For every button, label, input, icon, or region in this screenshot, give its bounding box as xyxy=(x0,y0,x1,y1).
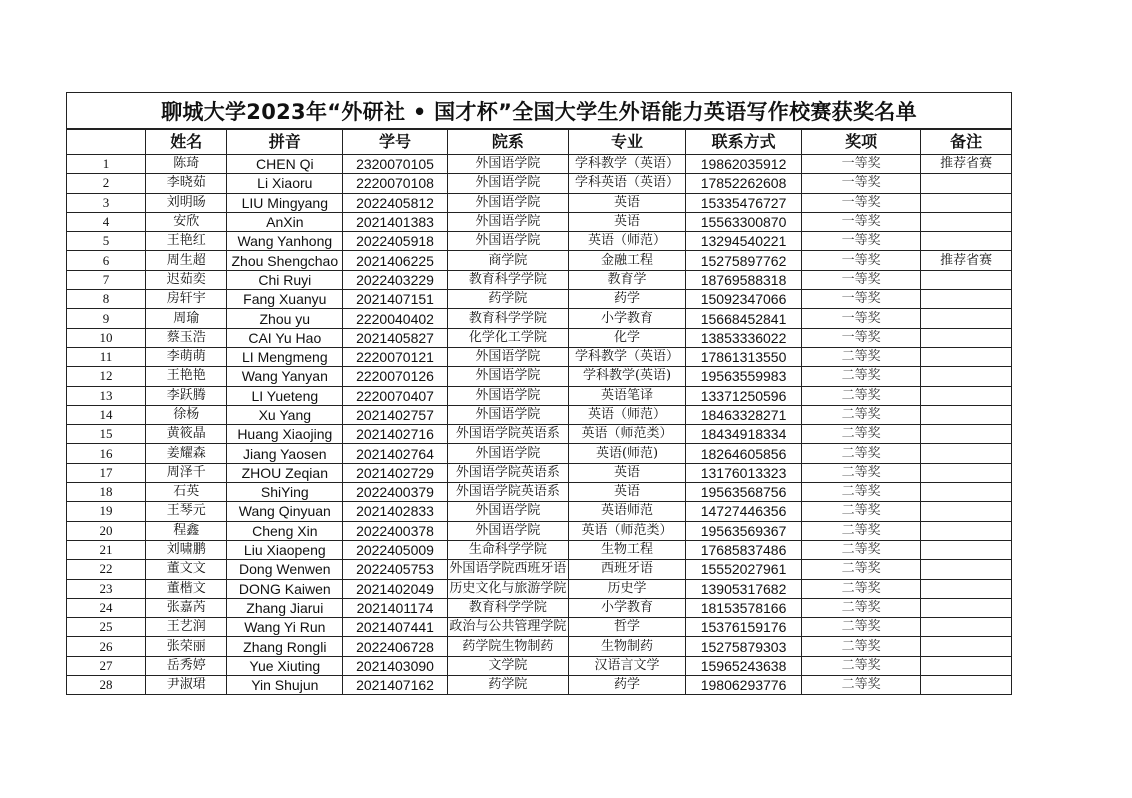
table-row xyxy=(67,540,1012,559)
cell-department: 外国语学院 xyxy=(447,193,568,212)
cell-index: 1 xyxy=(67,155,146,174)
cell-student-id: 2220040402 xyxy=(343,309,447,328)
table-row xyxy=(67,290,1012,309)
table-row xyxy=(67,212,1012,231)
header-major: 专业 xyxy=(569,130,686,155)
table-row xyxy=(67,405,1012,424)
cell-major: 英语笔译 xyxy=(569,386,686,405)
cell-major: 生物制药 xyxy=(569,637,686,656)
cell-student-id: 2320070105 xyxy=(343,155,447,174)
table-row xyxy=(67,502,1012,521)
cell-department: 外国语学院 xyxy=(447,212,568,231)
cell-remarks xyxy=(921,598,1012,617)
cell-remarks xyxy=(921,560,1012,579)
cell-index: 7 xyxy=(67,270,146,289)
cell-pinyin: Fang Xuanyu xyxy=(227,290,343,309)
header-award: 奖项 xyxy=(802,130,921,155)
cell-award: 二等奖 xyxy=(802,444,921,463)
cell-award: 一等奖 xyxy=(802,251,921,270)
cell-major: 英语 xyxy=(569,483,686,502)
cell-student-id: 2021401383 xyxy=(343,212,447,231)
cell-department: 教育科学学院 xyxy=(447,309,568,328)
table-row xyxy=(67,598,1012,617)
cell-remarks xyxy=(921,193,1012,212)
cell-department: 教育科学学院 xyxy=(447,270,568,289)
cell-student-id: 2021402764 xyxy=(343,444,447,463)
cell-contact: 17852262608 xyxy=(686,174,802,193)
cell-name: 黄筱晶 xyxy=(146,425,227,444)
cell-index: 3 xyxy=(67,193,146,212)
cell-major: 英语 xyxy=(569,193,686,212)
cell-department: 外国语学院英语系 xyxy=(447,463,568,482)
cell-major: 汉语言文学 xyxy=(569,656,686,675)
cell-student-id: 2022405009 xyxy=(343,540,447,559)
cell-remarks xyxy=(921,618,1012,637)
table-row xyxy=(67,521,1012,540)
cell-award: 一等奖 xyxy=(802,212,921,231)
cell-index: 5 xyxy=(67,232,146,251)
cell-index: 25 xyxy=(67,618,146,637)
cell-contact: 18463328271 xyxy=(686,405,802,424)
cell-department: 外国语学院 xyxy=(447,502,568,521)
cell-index: 18 xyxy=(67,483,146,502)
header-pinyin: 拼音 xyxy=(227,130,343,155)
cell-contact: 13294540221 xyxy=(686,232,802,251)
cell-name: 安欣 xyxy=(146,212,227,231)
cell-award: 一等奖 xyxy=(802,328,921,347)
cell-index: 26 xyxy=(67,637,146,656)
cell-contact: 19862035912 xyxy=(686,155,802,174)
cell-remarks: 推荐省赛 xyxy=(921,251,1012,270)
cell-pinyin: ShiYing xyxy=(227,483,343,502)
table-row xyxy=(67,193,1012,212)
cell-student-id: 2022403229 xyxy=(343,270,447,289)
cell-department: 外国语学院西班牙语 xyxy=(447,560,568,579)
cell-remarks xyxy=(921,347,1012,366)
cell-award: 二等奖 xyxy=(802,637,921,656)
cell-remarks xyxy=(921,483,1012,502)
cell-student-id: 2021407441 xyxy=(343,618,447,637)
cell-name: 王琴元 xyxy=(146,502,227,521)
cell-contact: 15563300870 xyxy=(686,212,802,231)
cell-contact: 17861313550 xyxy=(686,347,802,366)
cell-award: 二等奖 xyxy=(802,405,921,424)
cell-pinyin: Liu Xiaopeng xyxy=(227,540,343,559)
cell-index: 9 xyxy=(67,309,146,328)
cell-remarks xyxy=(921,386,1012,405)
table-row xyxy=(67,251,1012,270)
cell-department: 外国语学院 xyxy=(447,386,568,405)
cell-index: 23 xyxy=(67,579,146,598)
cell-pinyin: ZHOU Zeqian xyxy=(227,463,343,482)
cell-pinyin: Dong Wenwen xyxy=(227,560,343,579)
cell-index: 20 xyxy=(67,521,146,540)
cell-award: 二等奖 xyxy=(802,656,921,675)
cell-contact: 15668452841 xyxy=(686,309,802,328)
cell-remarks xyxy=(921,405,1012,424)
award-list-sheet xyxy=(66,92,1012,695)
cell-name: 王艳红 xyxy=(146,232,227,251)
cell-student-id: 2021402757 xyxy=(343,405,447,424)
cell-major: 学科英语（英语） xyxy=(569,174,686,193)
cell-contact: 15335476727 xyxy=(686,193,802,212)
cell-pinyin: Zhou Shengchao xyxy=(227,251,343,270)
cell-major: 教育学 xyxy=(569,270,686,289)
cell-name: 王艺润 xyxy=(146,618,227,637)
cell-name: 迟茹奕 xyxy=(146,270,227,289)
cell-remarks xyxy=(921,309,1012,328)
table-row xyxy=(67,155,1012,174)
cell-contact: 13905317682 xyxy=(686,579,802,598)
cell-award: 二等奖 xyxy=(802,386,921,405)
cell-index: 6 xyxy=(67,251,146,270)
cell-name: 董楷文 xyxy=(146,579,227,598)
cell-index: 13 xyxy=(67,386,146,405)
cell-pinyin: Li Xiaoru xyxy=(227,174,343,193)
cell-major: 学科教学（英语） xyxy=(569,155,686,174)
cell-contact: 19563568756 xyxy=(686,483,802,502)
table-row xyxy=(67,425,1012,444)
cell-name: 周生超 xyxy=(146,251,227,270)
cell-pinyin: Xu Yang xyxy=(227,405,343,424)
cell-contact: 18153578166 xyxy=(686,598,802,617)
cell-award: 二等奖 xyxy=(802,618,921,637)
cell-remarks xyxy=(921,444,1012,463)
table-row xyxy=(67,367,1012,386)
header-name: 姓名 xyxy=(146,130,227,155)
cell-pinyin: Wang Yanhong xyxy=(227,232,343,251)
table-row xyxy=(67,483,1012,502)
cell-major: 金融工程 xyxy=(569,251,686,270)
cell-department: 药学院 xyxy=(447,676,568,695)
cell-name: 岳秀婷 xyxy=(146,656,227,675)
cell-pinyin: LI Yueteng xyxy=(227,386,343,405)
cell-pinyin: Chi Ruyi xyxy=(227,270,343,289)
cell-remarks xyxy=(921,232,1012,251)
cell-pinyin: Zhang Jiarui xyxy=(227,598,343,617)
header-department: 院系 xyxy=(447,130,568,155)
cell-major: 哲学 xyxy=(569,618,686,637)
cell-index: 11 xyxy=(67,347,146,366)
header-index xyxy=(67,130,146,155)
cell-department: 政治与公共管理学院 xyxy=(447,618,568,637)
cell-name: 张嘉芮 xyxy=(146,598,227,617)
cell-student-id: 2021402833 xyxy=(343,502,447,521)
award-table-body xyxy=(67,155,1012,695)
cell-department: 药学院 xyxy=(447,290,568,309)
cell-index: 10 xyxy=(67,328,146,347)
cell-name: 王艳艳 xyxy=(146,367,227,386)
cell-student-id: 2220070126 xyxy=(343,367,447,386)
table-row xyxy=(67,232,1012,251)
cell-major: 英语 xyxy=(569,212,686,231)
cell-pinyin: Huang Xiaojing xyxy=(227,425,343,444)
cell-name: 周泽千 xyxy=(146,463,227,482)
cell-department: 历史文化与旅游学院 xyxy=(447,579,568,598)
cell-student-id: 2021407151 xyxy=(343,290,447,309)
cell-student-id: 2022406728 xyxy=(343,637,447,656)
cell-student-id: 2022405918 xyxy=(343,232,447,251)
cell-pinyin: LIU Mingyang xyxy=(227,193,343,212)
cell-name: 尹淑珺 xyxy=(146,676,227,695)
cell-remarks xyxy=(921,463,1012,482)
table-row xyxy=(67,463,1012,482)
cell-name: 蔡玉浩 xyxy=(146,328,227,347)
cell-award: 二等奖 xyxy=(802,579,921,598)
cell-pinyin: AnXin xyxy=(227,212,343,231)
cell-pinyin: Yue Xiuting xyxy=(227,656,343,675)
cell-pinyin: CAI Yu Hao xyxy=(227,328,343,347)
cell-department: 外国语学院英语系 xyxy=(447,425,568,444)
cell-student-id: 2220070407 xyxy=(343,386,447,405)
cell-index: 4 xyxy=(67,212,146,231)
cell-department: 化学化工学院 xyxy=(447,328,568,347)
cell-award: 二等奖 xyxy=(802,560,921,579)
cell-major: 历史学 xyxy=(569,579,686,598)
cell-department: 商学院 xyxy=(447,251,568,270)
cell-contact: 15965243638 xyxy=(686,656,802,675)
cell-award: 二等奖 xyxy=(802,540,921,559)
cell-name: 李跃腾 xyxy=(146,386,227,405)
cell-student-id: 2021402716 xyxy=(343,425,447,444)
cell-student-id: 2021402049 xyxy=(343,579,447,598)
cell-pinyin: Wang Yi Run xyxy=(227,618,343,637)
cell-award: 一等奖 xyxy=(802,290,921,309)
table-row xyxy=(67,560,1012,579)
cell-student-id: 2022405812 xyxy=(343,193,447,212)
cell-contact: 15275897762 xyxy=(686,251,802,270)
cell-department: 外国语学院 xyxy=(447,232,568,251)
cell-remarks xyxy=(921,328,1012,347)
cell-name: 程鑫 xyxy=(146,521,227,540)
cell-pinyin: Jiang Yaosen xyxy=(227,444,343,463)
cell-name: 刘明旸 xyxy=(146,193,227,212)
cell-major: 英语(师范) xyxy=(569,444,686,463)
cell-contact: 19563569367 xyxy=(686,521,802,540)
cell-name: 周瑜 xyxy=(146,309,227,328)
cell-major: 生物工程 xyxy=(569,540,686,559)
cell-award: 二等奖 xyxy=(802,502,921,521)
cell-major: 小学教育 xyxy=(569,598,686,617)
table-row xyxy=(67,579,1012,598)
cell-name: 徐杨 xyxy=(146,405,227,424)
cell-contact: 15275879303 xyxy=(686,637,802,656)
cell-pinyin: Zhou yu xyxy=(227,309,343,328)
cell-remarks xyxy=(921,367,1012,386)
table-row xyxy=(67,386,1012,405)
cell-index: 17 xyxy=(67,463,146,482)
cell-pinyin: CHEN Qi xyxy=(227,155,343,174)
cell-remarks xyxy=(921,579,1012,598)
cell-remarks xyxy=(921,637,1012,656)
cell-student-id: 2021407162 xyxy=(343,676,447,695)
cell-award: 一等奖 xyxy=(802,270,921,289)
cell-name: 李晓茹 xyxy=(146,174,227,193)
cell-award: 二等奖 xyxy=(802,367,921,386)
cell-major: 英语（师范类） xyxy=(569,425,686,444)
cell-remarks xyxy=(921,212,1012,231)
cell-major: 化学 xyxy=(569,328,686,347)
cell-remarks xyxy=(921,656,1012,675)
cell-contact: 19563559983 xyxy=(686,367,802,386)
cell-pinyin: DONG Kaiwen xyxy=(227,579,343,598)
cell-index: 15 xyxy=(67,425,146,444)
cell-remarks: 推荐省赛 xyxy=(921,155,1012,174)
cell-department: 外国语学院 xyxy=(447,174,568,193)
table-row xyxy=(67,174,1012,193)
cell-department: 外国语学院 xyxy=(447,521,568,540)
cell-remarks xyxy=(921,540,1012,559)
cell-department: 外国语学院 xyxy=(447,347,568,366)
cell-award: 一等奖 xyxy=(802,232,921,251)
cell-major: 药学 xyxy=(569,676,686,695)
cell-name: 董文文 xyxy=(146,560,227,579)
table-row xyxy=(67,656,1012,675)
cell-name: 李萌萌 xyxy=(146,347,227,366)
cell-award: 一等奖 xyxy=(802,174,921,193)
cell-contact: 18264605856 xyxy=(686,444,802,463)
cell-major: 学科教学（英语） xyxy=(569,347,686,366)
cell-student-id: 2021401174 xyxy=(343,598,447,617)
cell-index: 27 xyxy=(67,656,146,675)
table-row xyxy=(67,270,1012,289)
cell-pinyin: Yin Shujun xyxy=(227,676,343,695)
cell-major: 英语（师范） xyxy=(569,405,686,424)
cell-remarks xyxy=(921,174,1012,193)
cell-remarks xyxy=(921,676,1012,695)
cell-major: 英语师范 xyxy=(569,502,686,521)
cell-major: 西班牙语 xyxy=(569,560,686,579)
cell-student-id: 2021406225 xyxy=(343,251,447,270)
cell-remarks xyxy=(921,270,1012,289)
header-row xyxy=(67,130,1012,155)
cell-pinyin: Cheng Xin xyxy=(227,521,343,540)
cell-contact: 13371250596 xyxy=(686,386,802,405)
cell-contact: 18434918334 xyxy=(686,425,802,444)
cell-pinyin: Zhang Rongli xyxy=(227,637,343,656)
cell-contact: 15092347066 xyxy=(686,290,802,309)
cell-major: 英语（师范） xyxy=(569,232,686,251)
table-row xyxy=(67,676,1012,695)
cell-department: 外国语学院 xyxy=(447,405,568,424)
cell-award: 二等奖 xyxy=(802,425,921,444)
cell-contact: 13853336022 xyxy=(686,328,802,347)
cell-name: 陈琦 xyxy=(146,155,227,174)
cell-remarks xyxy=(921,425,1012,444)
cell-department: 外国语学院 xyxy=(447,367,568,386)
cell-contact: 18769588318 xyxy=(686,270,802,289)
table-row xyxy=(67,328,1012,347)
cell-remarks xyxy=(921,521,1012,540)
cell-award: 一等奖 xyxy=(802,193,921,212)
cell-student-id: 2022400378 xyxy=(343,521,447,540)
cell-index: 22 xyxy=(67,560,146,579)
cell-award: 一等奖 xyxy=(802,155,921,174)
header-student-id: 学号 xyxy=(343,130,447,155)
award-table xyxy=(66,129,1012,695)
table-row xyxy=(67,347,1012,366)
sheet-title: 聊城大学2023年“外研社 • 国才杯”全国大学生外语能力英语写作校赛获奖名单 xyxy=(66,92,1012,129)
cell-award: 二等奖 xyxy=(802,347,921,366)
cell-name: 房轩宇 xyxy=(146,290,227,309)
cell-index: 19 xyxy=(67,502,146,521)
cell-department: 外国语学院 xyxy=(447,444,568,463)
table-row xyxy=(67,618,1012,637)
cell-index: 2 xyxy=(67,174,146,193)
cell-index: 12 xyxy=(67,367,146,386)
cell-student-id: 2022400379 xyxy=(343,483,447,502)
cell-remarks xyxy=(921,502,1012,521)
cell-pinyin: LI Mengmeng xyxy=(227,347,343,366)
cell-student-id: 2021405827 xyxy=(343,328,447,347)
cell-student-id: 2220070121 xyxy=(343,347,447,366)
table-row xyxy=(67,309,1012,328)
cell-award: 二等奖 xyxy=(802,676,921,695)
cell-pinyin: Wang Yanyan xyxy=(227,367,343,386)
cell-name: 石英 xyxy=(146,483,227,502)
cell-department: 外国语学院英语系 xyxy=(447,483,568,502)
cell-contact: 14727446356 xyxy=(686,502,802,521)
cell-remarks xyxy=(921,290,1012,309)
cell-student-id: 2220070108 xyxy=(343,174,447,193)
table-row xyxy=(67,444,1012,463)
cell-name: 刘啸鹏 xyxy=(146,540,227,559)
cell-contact: 13176013323 xyxy=(686,463,802,482)
cell-award: 二等奖 xyxy=(802,521,921,540)
cell-department: 外国语学院 xyxy=(447,155,568,174)
cell-student-id: 2022405753 xyxy=(343,560,447,579)
cell-index: 24 xyxy=(67,598,146,617)
cell-department: 药学院生物制药 xyxy=(447,637,568,656)
table-row xyxy=(67,637,1012,656)
cell-index: 14 xyxy=(67,405,146,424)
cell-index: 16 xyxy=(67,444,146,463)
cell-department: 文学院 xyxy=(447,656,568,675)
cell-major: 药学 xyxy=(569,290,686,309)
cell-award: 一等奖 xyxy=(802,309,921,328)
cell-major: 学科教学(英语) xyxy=(569,367,686,386)
header-remarks: 备注 xyxy=(921,130,1012,155)
cell-major: 英语 xyxy=(569,463,686,482)
cell-pinyin: Wang Qinyuan xyxy=(227,502,343,521)
cell-index: 21 xyxy=(67,540,146,559)
cell-major: 小学教育 xyxy=(569,309,686,328)
cell-name: 张荣丽 xyxy=(146,637,227,656)
cell-major: 英语（师范类） xyxy=(569,521,686,540)
cell-award: 二等奖 xyxy=(802,463,921,482)
cell-department: 教育科学学院 xyxy=(447,598,568,617)
cell-index: 28 xyxy=(67,676,146,695)
cell-contact: 15552027961 xyxy=(686,560,802,579)
cell-contact: 19806293776 xyxy=(686,676,802,695)
cell-name: 姜耀森 xyxy=(146,444,227,463)
cell-contact: 15376159176 xyxy=(686,618,802,637)
cell-award: 二等奖 xyxy=(802,483,921,502)
cell-department: 生命科学学院 xyxy=(447,540,568,559)
cell-student-id: 2021402729 xyxy=(343,463,447,482)
header-contact: 联系方式 xyxy=(686,130,802,155)
cell-index: 8 xyxy=(67,290,146,309)
cell-student-id: 2021403090 xyxy=(343,656,447,675)
cell-award: 二等奖 xyxy=(802,598,921,617)
cell-contact: 17685837486 xyxy=(686,540,802,559)
